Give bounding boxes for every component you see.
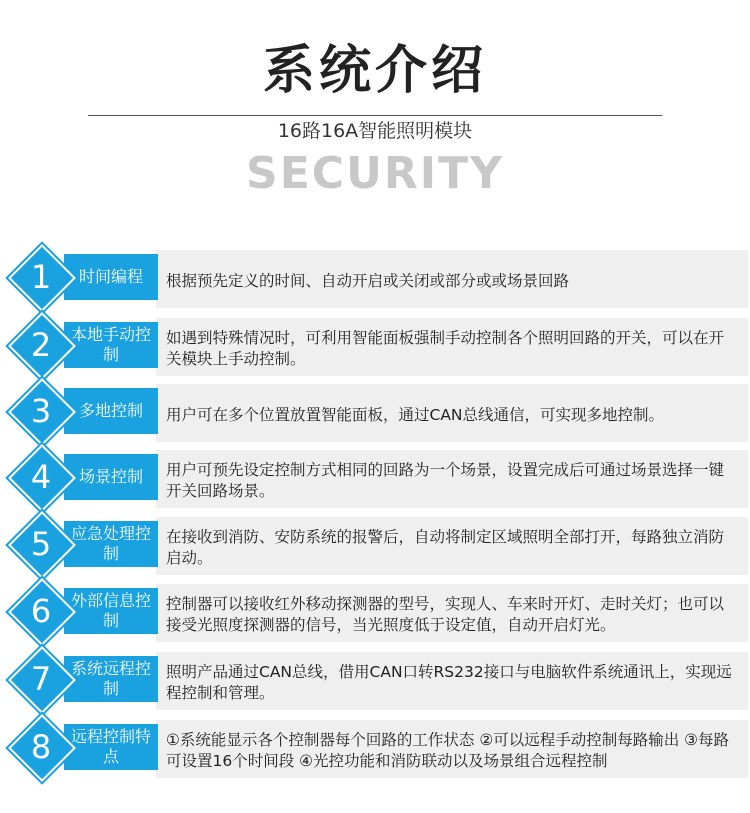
feature-row-2 [8, 314, 742, 376]
feature-number: 3 [30, 392, 52, 430]
feature-row-6 [8, 580, 742, 642]
feature-description: 如遇到特殊情况时，可利用智能面板强制手动控制各个照明回路的开关，可以在开关模块上手动控制。 [156, 318, 748, 376]
feature-row-1 [8, 246, 742, 308]
feature-label: 系统远程控制 [64, 656, 158, 702]
feature-number: 1 [30, 258, 52, 296]
feature-description: 用户可预先设定控制方式相同的回路为一个场景，设置完成后可通过场景选择一键开关回路场景。 [156, 450, 748, 508]
feature-number: 5 [30, 525, 52, 563]
feature-number: 8 [30, 728, 52, 766]
feature-description: 根据预先定义的时间、自动开启或关闭或部分或或场景回路 [156, 250, 748, 308]
feature-description: 在接收到消防、安防系统的报警后，自动将制定区域照明全部打开，每路独立消防启动。 [156, 517, 748, 575]
feature-description: ①系统能显示各个控制器每个回路的工作状态 ②可以远程手动控制每路输出 ③每路可设置16个时间段 ④光控功能和消防联动以及场景组合远程控制 [156, 720, 748, 778]
feature-label: 外部信息控制 [64, 588, 158, 634]
feature-row-7 [8, 648, 742, 710]
feature-row-4 [8, 446, 742, 508]
feature-description: 用户可在多个位置放置智能面板，通过CAN总线通信，可实现多地控制。 [156, 384, 748, 442]
page-subtitle: 16路16A智能照明模块 [277, 120, 473, 142]
feature-label: 时间编程 [64, 254, 158, 300]
page-title: 系统介绍 [262, 41, 487, 101]
feature-label: 应急处理控制 [64, 521, 158, 567]
feature-description: 控制器可以接收红外移动探测器的型号，实现人、车来时开灯、走时关灯；也可以接受光照度探测器的信号，当光照度低于设定值，自动开启灯光。 [156, 584, 748, 642]
feature-number: 6 [30, 592, 52, 630]
feature-label: 远程控制特点 [64, 724, 158, 770]
feature-row-5 [8, 513, 742, 575]
feature-label: 多地控制 [64, 388, 158, 434]
feature-number: 4 [30, 458, 52, 496]
feature-row-8 [8, 716, 742, 778]
feature-label: 本地手动控制 [64, 322, 158, 368]
feature-label: 场景控制 [64, 454, 158, 500]
feature-number: 2 [30, 326, 52, 364]
feature-row-3 [8, 380, 742, 442]
feature-number: 7 [30, 660, 52, 698]
feature-description: 照明产品通过CAN总线，借用CAN口转RS232接口与电脑软件系统通讯上，实现远程控制和管理。 [156, 652, 748, 710]
security-watermark: SECURITY [246, 148, 504, 199]
